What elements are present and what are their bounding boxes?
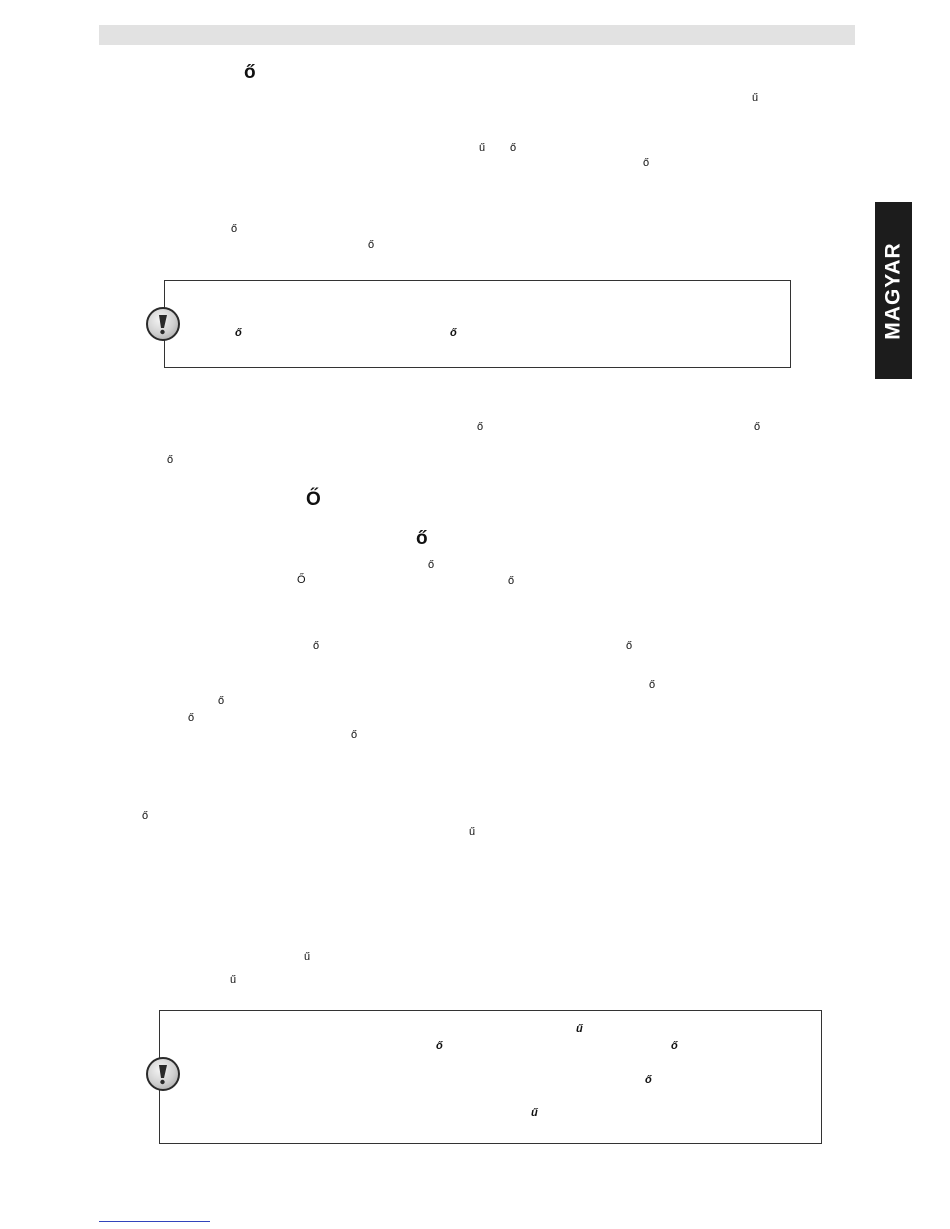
body-text-glyph: Ő [297, 574, 306, 586]
body-text-glyph: ő [231, 223, 238, 235]
body-text-glyph: ő [649, 679, 656, 691]
body-text-glyph: ű [479, 142, 486, 154]
page-header-bar [99, 25, 855, 45]
note-text-glyph: ű [531, 1107, 538, 1119]
body-text-glyph: ő [477, 421, 484, 433]
body-text-glyph: ő [626, 640, 633, 652]
note-text-glyph: ő [645, 1074, 652, 1086]
language-tab-label: MAGYAR [881, 241, 905, 340]
note-text-glyph: ő [671, 1040, 678, 1052]
body-text-glyph: ő [508, 575, 515, 587]
footer-rule [99, 1221, 210, 1222]
body-text-glyph: ű [230, 974, 237, 986]
exclamation-icon [146, 1057, 180, 1091]
body-text-glyph: ő [142, 810, 149, 822]
body-text-glyph: ű [469, 826, 476, 838]
body-text-glyph: ő [313, 640, 320, 652]
body-text-glyph: ő [351, 729, 358, 741]
section-heading-glyph: ő [244, 62, 256, 83]
language-side-tab [875, 202, 912, 379]
body-text-glyph: ő [754, 421, 761, 433]
exclamation-icon [146, 307, 180, 341]
body-text-glyph: ő [428, 559, 435, 571]
body-text-glyph: ű [304, 951, 311, 963]
note-text-glyph: ő [235, 327, 242, 339]
body-text-glyph: ő [510, 142, 517, 154]
note-text-glyph: ű [576, 1023, 583, 1035]
note-box [164, 280, 791, 368]
note-text-glyph: ő [436, 1040, 443, 1052]
body-text-glyph: ő [218, 695, 225, 707]
body-text-glyph: ő [643, 157, 650, 169]
body-text-glyph: ű [752, 92, 759, 104]
body-text-glyph: ő [167, 454, 174, 466]
body-text-glyph: ő [188, 712, 195, 724]
subsection-heading-glyph: ő [416, 528, 428, 549]
note-box [159, 1010, 822, 1144]
note-text-glyph: ő [450, 327, 457, 339]
section-heading-glyph: Ő [306, 489, 321, 510]
body-text-glyph: ő [368, 239, 375, 251]
